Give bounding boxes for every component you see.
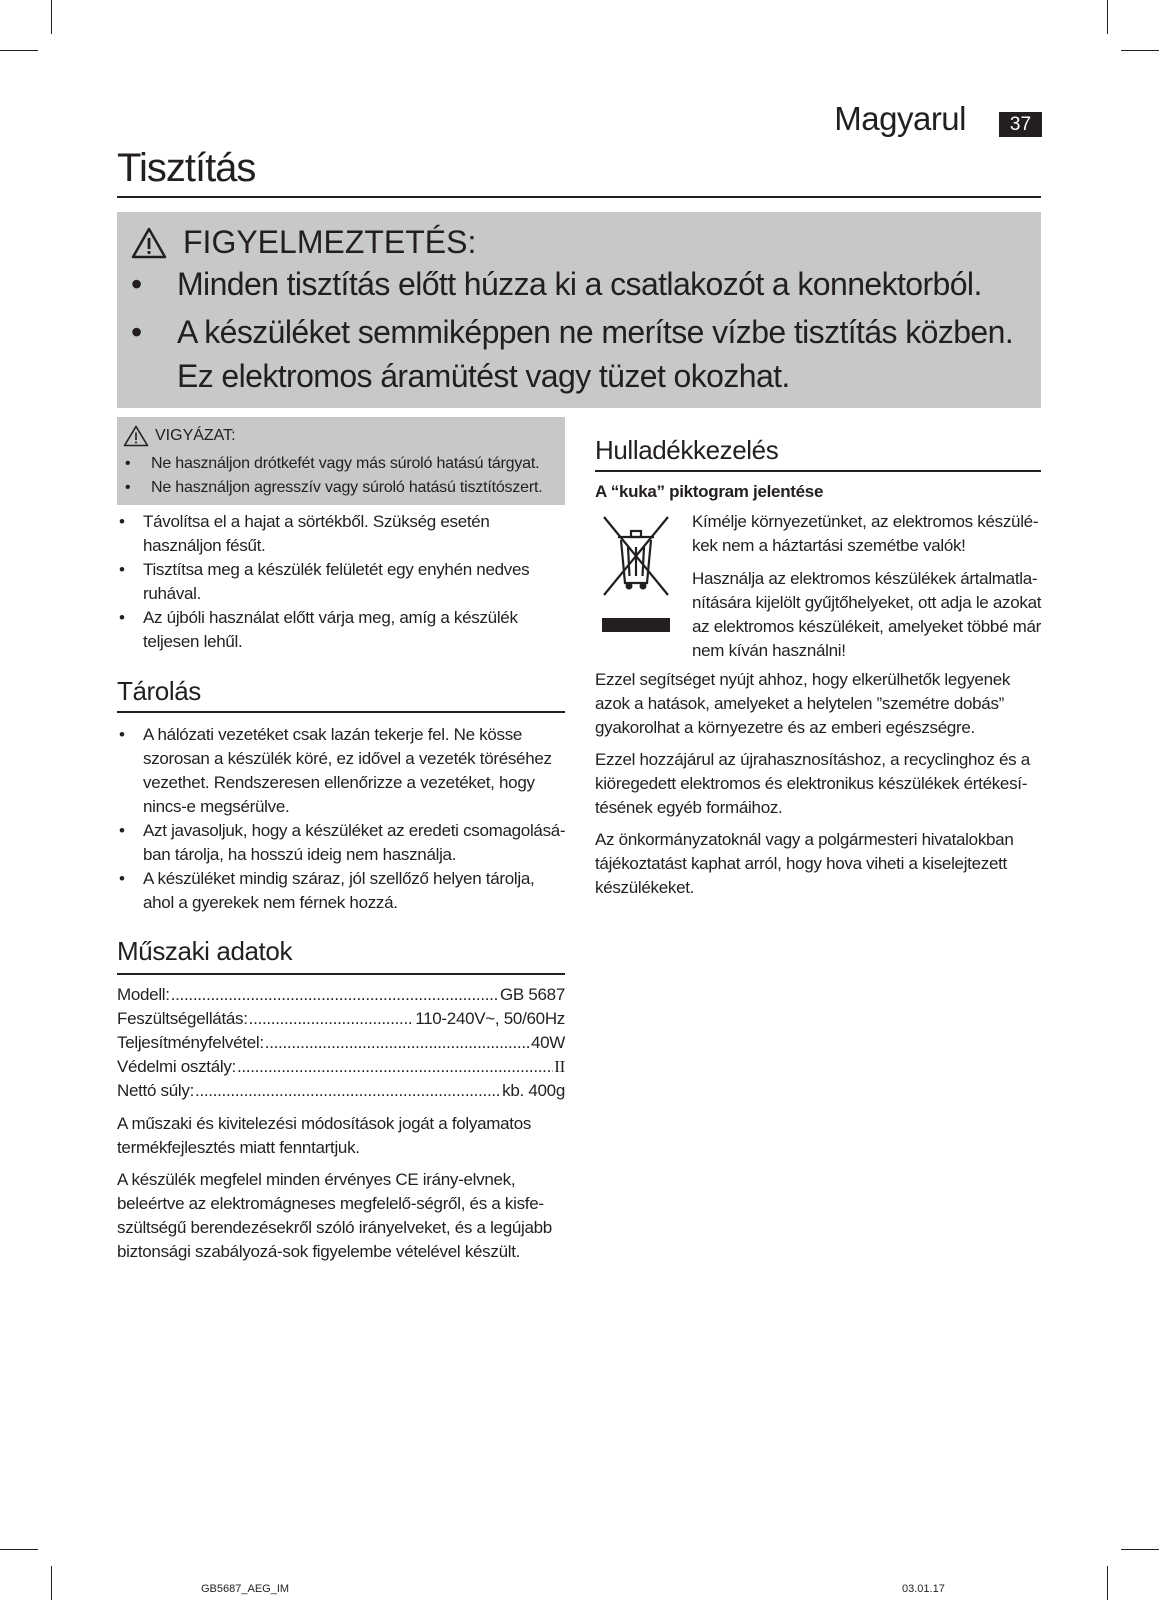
- warning-triangle-icon: [131, 227, 167, 259]
- header-language: Magyarul: [834, 100, 966, 137]
- footer-date: 03.01.17: [902, 1583, 945, 1595]
- caution-heading: VIGYÁZAT:: [123, 425, 236, 447]
- warning-box: [117, 212, 1041, 408]
- list-item: • A hálózati vezetéket csak lazán tekerje fel. Ne kösse szorosan a készülék köré, ez idővel a vezeték töréséhez vezethet. Rendszeresen ellenőrizze a vezetéket, hogy nincs-e megsérülve.: [117, 723, 567, 819]
- crop-mark: [1107, 1566, 1108, 1600]
- disposal-paragraph: Ezzel segítséget nyújt ahhoz, hogy elkerülhetők legyenek azok a hatások, amelyeket a helytelen ”szemétre dobás” gyakorolhat a környezetre és az emberi egészségre.: [595, 670, 1011, 737]
- crop-mark: [1107, 0, 1108, 34]
- crop-mark: [0, 50, 38, 51]
- warning-heading: [131, 224, 476, 261]
- disposal-divider: [595, 470, 1041, 472]
- disposal-paragraph: Az önkormányzatoknál vagy a polgármesteri hivatalokban tájékoztatást kaphat arról, hogy hova viheti a kiselejtezett készülékeket.: [595, 830, 1014, 897]
- page-number: 37: [999, 112, 1042, 137]
- warning-heading-text: FIGYELMEZTETÉS:: [183, 224, 477, 260]
- caution-item: • Ne használjon agresszív vagy súroló hatású tisztítószert.: [125, 479, 543, 496]
- list-item: • Tisztítsa meg a készülék felületét egy enyhén nedves ruhával.: [117, 558, 567, 606]
- storage-heading: Tárolás: [117, 676, 201, 706]
- disposal-paragraph: Használja az elektromos készülékek ártalmatla-nítására kijelölt gyűjtőhelyeket, ott adja le azokat az elektromos készülékeit, amelyeket többé már nem kíván használni!: [692, 569, 1042, 660]
- list-item: • Távolítsa el a hajat a sörtékből. Szükség esetén használjon fésűt.: [117, 510, 567, 558]
- warning-continuation: Ez elektromos áramütést vagy tüzet okozhat.: [177, 358, 790, 394]
- title-divider: [117, 196, 1041, 198]
- specs-heading: Műszaki adatok: [117, 936, 293, 966]
- storage-divider: [117, 711, 565, 713]
- page-title: Tisztítás: [117, 146, 256, 190]
- list-item: • Azt javasoljuk, hogy a készüléket az eredeti csomagolásá-ban tárolja, ha hosszú ideig nem használja.: [117, 819, 567, 867]
- spec-row: Modell: ..... GB 5687: [117, 983, 565, 1007]
- caution-box: [117, 417, 565, 505]
- list-item: • Az újbóli használat előtt várja meg, amíg a készülék teljesen lehűl.: [117, 606, 567, 654]
- disposal-paragraph: Kímélje környezetünket, az elektromos készülé-kek nem a háztartási szemétbe valók!: [692, 512, 1039, 555]
- crop-mark: [51, 1566, 52, 1600]
- crop-mark: [1121, 50, 1159, 51]
- warning-triangle-icon: [123, 425, 149, 447]
- disposal-paragraph: Ezzel hozzájárul az újrahasznosításhoz, a recyclinghoz és a kiöregedett elektromos és elektronikus készülékek értékesí-tésének egyéb formáihoz.: [595, 750, 1030, 817]
- spec-row: Nettó súly: ..... kb. 400g: [117, 1079, 565, 1103]
- spec-row: Teljesítményfelvétel: ..... 40W: [117, 1031, 565, 1055]
- crop-mark: [51, 0, 52, 34]
- spec-row: Feszültségellátás: ..... 110-240V~, 50/60Hz: [117, 1007, 565, 1031]
- crop-mark: [0, 1549, 38, 1550]
- crop-mark: [1121, 1549, 1159, 1550]
- disposal-heading: Hulladékkezelés: [595, 435, 779, 465]
- spec-row: Védelmi osztály: ..... II: [117, 1055, 565, 1079]
- footer-file-id: GB5687_AEG_IM: [201, 1583, 290, 1595]
- caution-item: • Ne használjon drótkefét vagy más súroló hatású tárgyat.: [125, 455, 540, 472]
- warning-item: • Minden tisztítás előtt húzza ki a csatlakozót a konnektorból.: [131, 266, 982, 302]
- cleaning-list: [117, 510, 567, 654]
- disposal-subheading: A “kuka” piktogram jelentése: [595, 482, 824, 501]
- specs-divider: [117, 973, 565, 975]
- specs-note: A készülék megfelel minden érvényes CE irány-elvnek, beleértve az elektromágneses megfelelő-ségről, és a kisfe-szültségű berendezésekről szóló irányelveket, és a legújabb biztonsági szabályozá-sok figyelembe vételével készült.: [117, 1170, 552, 1261]
- specs-note: A műszaki és kivitelezési módosítások jogát a folyamatos termékfejlesztés miatt fenntartjuk.: [117, 1114, 532, 1157]
- warning-item: • A készüléket semmiképpen ne merítse vízbe tisztítás közben.: [131, 314, 1014, 350]
- crossed-out-bin-icon: [598, 513, 674, 635]
- list-item: • A készüléket mindig száraz, jól szellőző helyen tárolja, ahol a gyerekek nem férnek hozzá.: [117, 867, 567, 915]
- storage-list: [117, 723, 567, 915]
